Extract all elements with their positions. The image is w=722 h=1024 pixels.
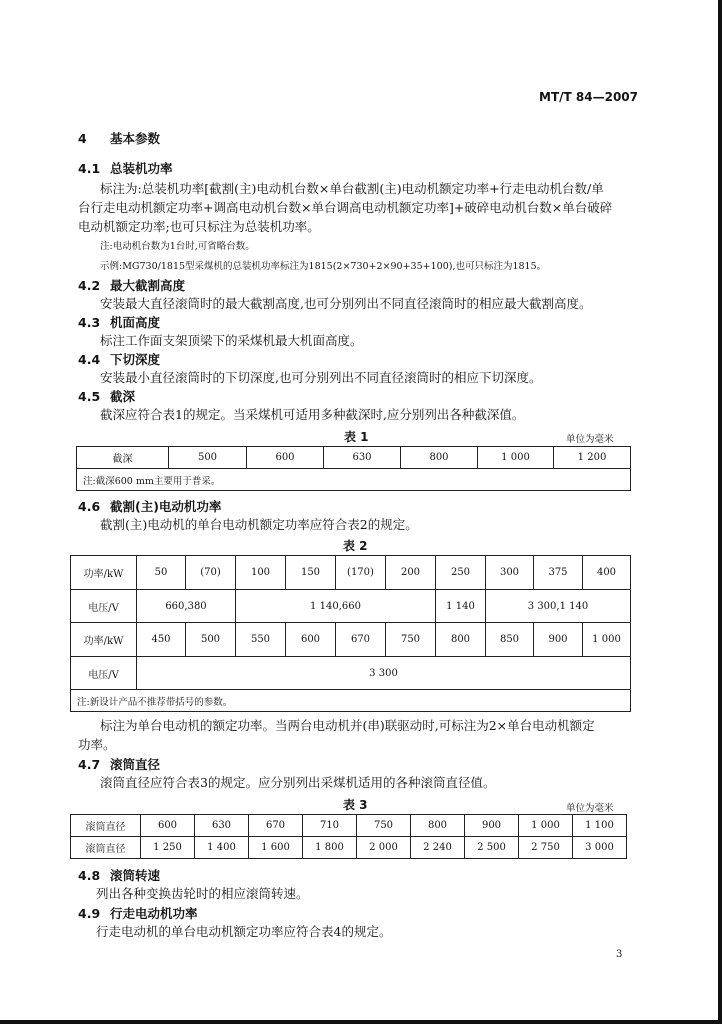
table-cell: 750	[386, 623, 436, 657]
page-number: 3	[616, 949, 623, 960]
table-note: 注:截深600 mm主要用于普采。	[77, 469, 631, 491]
paragraph: 列出各种变换齿轮时的相应滚筒转速。	[96, 886, 309, 901]
table-cell: 50	[137, 556, 186, 590]
section-title: 截深	[110, 389, 136, 404]
paragraph: 电动机额定功率;也可只标注为总装机功率。	[78, 219, 320, 234]
table-cell: 200	[386, 556, 436, 590]
table-cell: 710	[303, 815, 357, 837]
section-4-6-heading	[78, 497, 221, 515]
paragraph: 标注为:总装机功率[截割(主)电动机台数×单台截割(主)电动机额定功率+行走电动机台数/单	[100, 181, 604, 196]
section-4-3-heading	[78, 313, 160, 331]
table-2-caption: 表 2	[343, 539, 368, 553]
table-cell: 800	[411, 815, 465, 837]
section-number: 4.7	[78, 757, 101, 772]
table-cell: 150	[286, 556, 336, 590]
table-cell: 3 300,1 140	[486, 590, 631, 623]
paragraph: 行走电动机的单台电动机额定功率应符合表4的规定。	[96, 924, 392, 939]
table-cell: 550	[236, 623, 286, 657]
section-title: 截割(主)电动机功率	[110, 499, 222, 514]
table-row	[71, 657, 631, 690]
table-cell: 500	[169, 447, 247, 469]
table-cell: 800	[401, 447, 478, 469]
section-title: 基本参数	[110, 131, 161, 146]
table-cell: 600	[141, 815, 195, 837]
table-3-caption: 表 3	[343, 798, 368, 812]
row-header: 截深	[77, 447, 169, 469]
section-number: 4.6	[78, 499, 101, 514]
table-cell: 900	[534, 623, 583, 657]
section-4-7-heading	[78, 755, 160, 773]
table-cell: 1 140	[436, 590, 486, 623]
table-cell: 670	[336, 623, 386, 657]
table-cell: 1 200	[554, 447, 631, 469]
table-cell: 850	[486, 623, 534, 657]
table-cell: 1 000	[478, 447, 554, 469]
table-cell: 1 250	[141, 837, 195, 859]
table-cell: 1 600	[249, 837, 303, 859]
section-4-2-heading	[78, 276, 185, 294]
table-cell: 670	[249, 815, 303, 837]
table-cell: 2 000	[357, 837, 411, 859]
row-header: 滚筒直径	[71, 837, 141, 859]
table-cell: 630	[195, 815, 249, 837]
table-1-caption: 表 1	[344, 430, 369, 444]
table-cell: 1 100	[573, 815, 627, 837]
table-cell: 750	[357, 815, 411, 837]
section-number: 4.4	[78, 352, 101, 367]
table-cell: 1 800	[303, 837, 357, 859]
table-note-row	[77, 469, 631, 491]
section-number: 4.8	[78, 868, 101, 883]
table-row	[77, 447, 631, 469]
table-cell: 3 000	[573, 837, 627, 859]
table-row	[71, 590, 631, 623]
example: 示例:MG730/1815型采煤机的总装机功率标注为1815(2×730+2×90+35+100),也可只标注为1815。	[100, 261, 547, 272]
section-title: 滚筒直径	[110, 757, 161, 772]
paragraph: 标注为单台电动机的额定功率。当两台电动机并(串)联驱动时,可标注为2×单台电动机额定	[100, 718, 595, 733]
section-title: 机面高度	[110, 315, 161, 330]
table-cell: 1 140,660	[236, 590, 436, 623]
table-cell: 1 000	[519, 815, 573, 837]
paragraph: 截割(主)电动机的单台电动机额定功率应符合表2的规定。	[100, 517, 418, 532]
table-cell: 2 240	[411, 837, 465, 859]
paragraph: 安装最小直径滚筒时的下切深度,也可分别列出不同直径滚筒时的相应下切深度。	[100, 370, 542, 385]
section-title: 总装机功率	[110, 161, 173, 176]
table-cell: (170)	[336, 556, 386, 590]
section-number: 4.1	[78, 161, 101, 176]
section-number: 4.2	[78, 278, 101, 293]
table-cell: 630	[324, 447, 401, 469]
table-cell: 375	[534, 556, 583, 590]
section-4-9-heading	[78, 904, 198, 922]
table-row	[71, 837, 627, 859]
scan-edge-right	[718, 0, 722, 1024]
table-cell: 600	[286, 623, 336, 657]
section-number: 4.3	[78, 315, 101, 330]
table-cell: 400	[583, 556, 631, 590]
section-title: 行走电动机功率	[110, 906, 198, 921]
table-cell: 2 750	[519, 837, 573, 859]
section-title: 最大截割高度	[110, 278, 186, 293]
table-cell: 250	[436, 556, 486, 590]
table-2	[70, 555, 631, 712]
table-row	[71, 556, 631, 590]
row-header: 功率/kW	[71, 556, 137, 590]
table-1	[76, 446, 631, 491]
table-cell: 1 000	[583, 623, 631, 657]
section-number: 4.9	[78, 906, 101, 921]
table-cell: 660,380	[137, 590, 236, 623]
table-cell: 100	[236, 556, 286, 590]
paragraph: 截深应符合表1的规定。当采煤机可适用多种截深时,应分别列出各种截深值。	[100, 407, 525, 422]
table-cell: 900	[465, 815, 519, 837]
table-1-unit: 单位为毫米	[566, 434, 614, 445]
table-note-row	[71, 690, 631, 712]
table-cell: 3 300	[137, 657, 631, 690]
table-cell: (70)	[186, 556, 236, 590]
section-title: 滚筒转速	[110, 868, 161, 883]
row-header: 滚筒直径	[71, 815, 141, 837]
row-header: 电压/V	[71, 657, 137, 690]
table-cell: 800	[436, 623, 486, 657]
standard-number: MT/T 84—2007	[539, 90, 638, 104]
table-note: 注:新设计产品不推荐带括号的参数。	[71, 690, 631, 712]
table-cell: 300	[486, 556, 534, 590]
section-4-1-heading	[78, 159, 173, 177]
table-cell: 2 500	[465, 837, 519, 859]
table-3-unit: 单位为毫米	[566, 803, 614, 814]
paragraph: 安装最大直径滚筒时的最大截割高度,也可分别列出不同直径滚筒时的相应最大截割高度。	[100, 296, 592, 311]
section-4-8-heading	[78, 866, 160, 884]
row-header: 电压/V	[71, 590, 137, 623]
paragraph: 滚筒直径应符合表3的规定。应分别列出采煤机适用的各种滚筒直径值。	[100, 775, 496, 790]
table-3	[70, 814, 627, 859]
paragraph: 台行走电动机额定功率+调高电动机台数×单台调高电动机额定功率]+破碎电动机台数×单台破碎	[78, 200, 613, 215]
section-4-heading	[78, 129, 160, 147]
table-row	[71, 815, 627, 837]
note: 注:电动机台数为1台时,可省略台数。	[100, 241, 255, 252]
row-header: 功率/kW	[71, 623, 137, 657]
paragraph: 标注工作面支架顶梁下的采煤机最大机面高度。	[100, 333, 363, 348]
table-cell: 450	[137, 623, 186, 657]
section-number: 4.5	[78, 389, 101, 404]
scan-edge-bottom	[0, 1020, 722, 1024]
paragraph: 功率。	[78, 737, 116, 752]
section-title: 下切深度	[110, 352, 161, 367]
table-cell: 500	[186, 623, 236, 657]
table-cell: 600	[247, 447, 324, 469]
section-4-4-heading	[78, 350, 160, 368]
section-4-5-heading	[78, 387, 135, 405]
section-number: 4	[78, 131, 87, 146]
table-cell: 1 400	[195, 837, 249, 859]
table-row	[71, 623, 631, 657]
